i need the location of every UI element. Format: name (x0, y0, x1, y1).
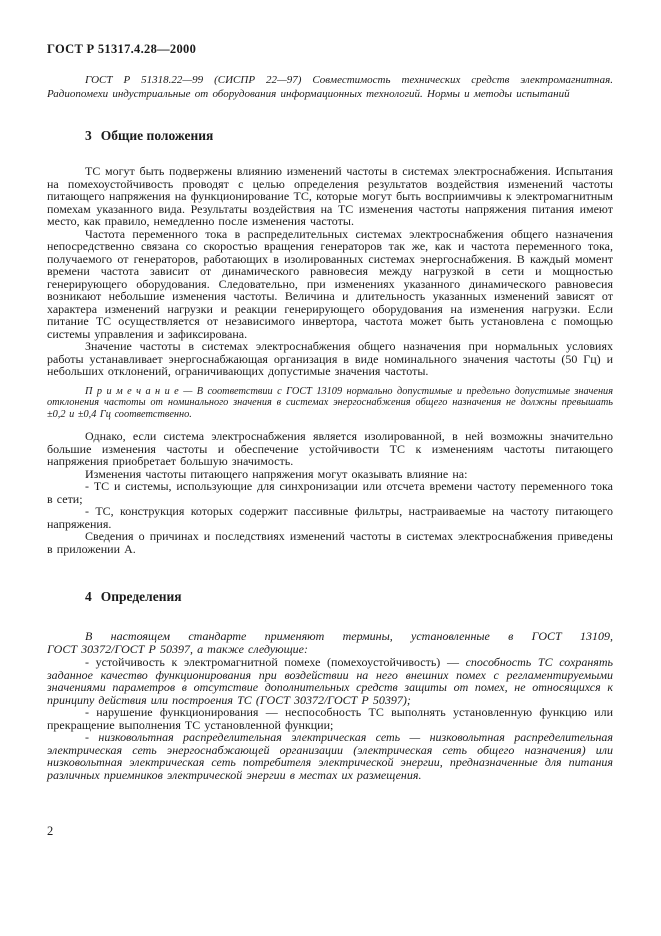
paragraph-isolated-system: Однако, если система электроснабжения является изолированной, в ней возможны значительно большие изменения частоты и обеспечение устойчивости ТС к изменениям частоты питающего напряжения приобретает большую значимость. (47, 429, 613, 469)
definition-malfunction (47, 706, 613, 731)
note-text: — В соответствии с ГОСТ 13109 нормально допустимые и предельно допустимые значения отклонения частоты от номинального значения в системах энергоснабжения общего назначения не должны превышать ±0,2 и ±0,4 Гц соответственно. (47, 385, 613, 421)
terms-intro-line1: В настоящем стандарте применяют термины, установленные в ГОСТ 13109, (85, 629, 613, 644)
paragraph-influence-intro: Изменения частоты питающего напряжения могут оказывать влияние на: (85, 466, 468, 481)
paragraph-generators: Частота переменного тока в распределительных системах электроснабжения общего назначения непосредственно связана со скоростью вращения генераторов так же, как и частота переменного тока, получаемого от генераторов, работающих в изолированных системах энергоснабжения. В каждый момент времени частота зависит от динамического равновесия между нагрузкой в сети и мощностью генерирующего оборудования. Следовательно, при изменениях указанного динамического равновесия возникают небольшие изменения частоты. Величина и длительность указанных изменений зависят от характера изменений нагрузки и реакции генерирующего оборудования на изменения нагрузки. Если питание ТС осуществляется от независимого инвертора, частота может быть установлена с помощью системы управления и зафиксирована. (47, 226, 613, 341)
paragraph-frequency-influence: ТС могут быть подвержены влиянию изменений частоты в системах электроснабжения. Испытания на помехоустойчивость проводят с целью определения результатов воздействия изменений частоты питающего напряжения на функционирование ТС, которые могут быть восприимчивы к электромагнитным помехам указанного вида. Результаты воздействия на ТС изменения частоты напряжения питания имеют место, как правило, немедленно после изменения частоты. (47, 164, 613, 228)
definition-malfunction-term: - нарушение функционирования — (85, 705, 285, 720)
list-item-sync-systems: - ТС и системы, использующие для синхронизации или отсчета времени частоту переменного тока в сети; (47, 479, 613, 506)
note-label: П р и м е ч а н и е (85, 385, 179, 397)
section-3-number: 3 (85, 128, 92, 143)
paragraph-terms-intro (47, 630, 613, 655)
definition-malfunction-body: неспособность ТС выполнять установленную функцию или прекращение выполнения ТС установленной функции; (47, 705, 613, 732)
definition-immunity-term: - устойчивость к электромагнитной помехе (помехоустойчивость) — (85, 655, 466, 670)
definition-immunity-body: способность ТС сохранять заданное качество функционирования при воздействии на него внешних помех с регламентируемыми значениями параметров в отсутствие дополнительных средств защиты от помех, не относящихся к принципу действия или построения ТС (ГОСТ 30372/ГОСТ Р 50397); (47, 655, 613, 707)
section-4-number: 4 (85, 589, 92, 605)
paragraph-nominal-frequency: Значение частоты в системах электроснабжения общего назначения при нормальных условиях работы устанавливает энергоснабжающая организация в виде номинального значения частоты (50 Гц) и небольших отклонений, ограничивающих допустимые значения частоты. (47, 339, 613, 378)
definition-immunity (47, 656, 613, 706)
reference-paragraph: ГОСТ Р 51318.22—99 (СИСПР 22—97) Совместимость технических средств электромагнитная. Радиопомехи индустриальные от оборудования информационных технологий. Нормы и методы испытаний (47, 74, 613, 100)
document-header: ГОСТ Р 51317.4.28—2000 (47, 42, 197, 56)
section-3-heading (47, 128, 613, 144)
section-4-heading (47, 589, 613, 605)
section-4-title: Определения (100, 589, 182, 605)
definition-lv-network-body: низковольтная распределительная электрическая сеть энергоснабжающей организации (электрическая сеть общего назначения) или низковольтная электрическая сеть потребителя электрической энергии, предназначенные для питания различных приемников электрической энергии в местах их размещения. (47, 730, 613, 782)
list-item-passive-filters: - ТС, конструкция которых содержит пассивные фильтры, настраиваемые на частоту питающего напряжения. (47, 504, 613, 531)
definition-lv-network (47, 731, 613, 781)
definition-lv-network-term: - низковольтная распределительная электрическая сеть — (85, 730, 430, 745)
terms-intro-line2: ГОСТ 30372/ГОСТ Р 50397, а также следующие: (47, 641, 309, 656)
paragraph-annex-reference: Сведения о причинах и последствиях изменений частоты в системах электроснабжения приведены в приложении А. (47, 529, 613, 556)
note-block (47, 386, 613, 422)
section-3-title: Общие положения (100, 128, 214, 143)
page-number: 2 (47, 824, 54, 838)
